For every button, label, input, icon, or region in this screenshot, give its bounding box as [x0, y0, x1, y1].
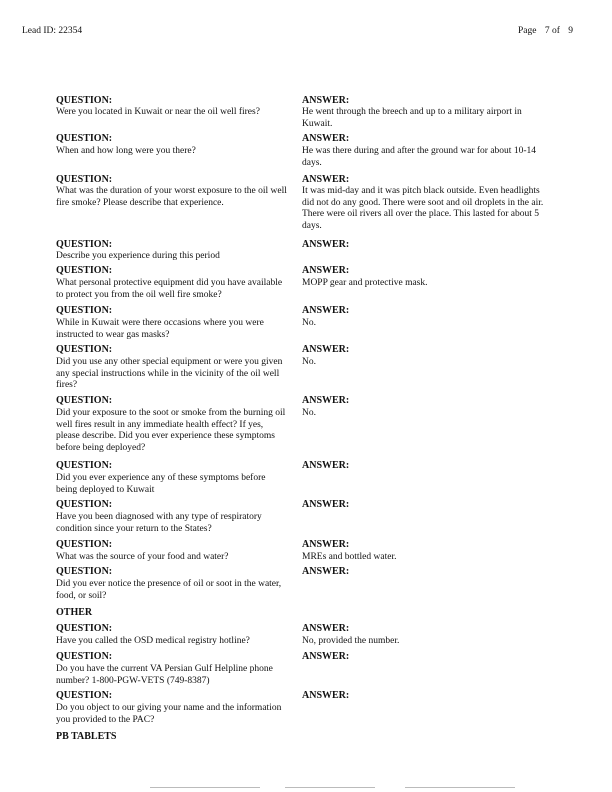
answer-label: ANSWER: [302, 305, 350, 316]
answer-label: ANSWER: [302, 95, 350, 106]
question-text: Do you object to our giving your name and the information you provided to the PAC? [56, 703, 282, 725]
answer-text: No, provided the number. [302, 636, 400, 646]
question-label: QUESTION: [56, 690, 113, 701]
question-label: QUESTION: [56, 239, 113, 250]
question-text: What personal protective equipment did you have available to protect you from the oil well fire smoke? [56, 278, 283, 300]
question-text: Have you been diagnosed with any type of respiratory condition since your return to the States? [56, 512, 262, 534]
answer-label: ANSWER: [302, 460, 350, 471]
question-label: QUESTION: [56, 305, 113, 316]
page-of: of [551, 26, 560, 36]
question-text: Did you ever experience any of these symptoms before being deployed to Kuwait [56, 473, 266, 495]
answer-label: ANSWER: [302, 690, 350, 701]
question-label: QUESTION: [56, 539, 113, 550]
question-label: QUESTION: [56, 95, 113, 106]
question-text: Describe you experience during this period [56, 251, 220, 261]
question-label: QUESTION: [56, 395, 113, 406]
answer-text: He went through the breech and up to a military airport in Kuwait. [302, 107, 522, 129]
answer-label: ANSWER: [302, 623, 350, 634]
answer-text: He was there during and after the ground war for about 10-14 days. [302, 146, 536, 168]
question-text: What was the duration of your worst exposure to the oil well fire smoke? Please describe that experience. [56, 186, 287, 208]
answer-label: ANSWER: [302, 174, 350, 185]
answer-label: ANSWER: [302, 344, 350, 355]
question-text: While in Kuwait were there occasions where you were instructed to wear gas masks? [56, 318, 264, 340]
answer-label: ANSWER: [302, 651, 350, 662]
answer-label: ANSWER: [302, 566, 350, 577]
section-heading-pb-tablets: PB TABLETS [56, 731, 117, 742]
question-text: Have you called the OSD medical registry hotline? [56, 636, 250, 646]
answer-label: ANSWER: [302, 539, 350, 550]
page-indicator [518, 26, 573, 36]
answer-text: No. [302, 408, 316, 418]
question-label: QUESTION: [56, 133, 113, 144]
question-label: QUESTION: [56, 460, 113, 471]
answer-label: ANSWER: [302, 239, 350, 250]
answer-text: No. [302, 357, 316, 367]
page-word: Page [518, 26, 537, 36]
footer-rule [285, 787, 375, 788]
section-heading-other: OTHER [56, 607, 93, 618]
question-text: When and how long were you there? [56, 146, 196, 156]
answer-label: ANSWER: [302, 395, 350, 406]
answer-label: ANSWER: [302, 265, 350, 276]
question-label: QUESTION: [56, 344, 113, 355]
footer-rule [405, 787, 515, 788]
question-label: QUESTION: [56, 499, 113, 510]
answer-text: MOPP gear and protective mask. [302, 278, 428, 288]
question-label: QUESTION: [56, 265, 113, 276]
answer-text: It was mid-day and it was pitch black outside. Even headlights did not do any good. There were soot and oil droplets in the air. There were oil rivers all over the place. This lasted for about 5 days. [302, 186, 544, 231]
question-label: QUESTION: [56, 174, 113, 185]
page-total: 9 [568, 26, 574, 36]
question-label: QUESTION: [56, 623, 113, 634]
question-text: Were you located in Kuwait or near the oil well fires? [56, 107, 260, 117]
footer-rule [150, 787, 260, 788]
question-text: What was the source of your food and water? [56, 552, 229, 562]
question-text: Did you use any other special equipment or were you given any special instructions while in the vicinity of the oil well fires? [56, 357, 283, 390]
answer-label: ANSWER: [302, 499, 350, 510]
question-label: QUESTION: [56, 566, 113, 577]
question-label: QUESTION: [56, 651, 113, 662]
page-number: 7 [544, 26, 550, 36]
lead-id: Lead ID: 22354 [22, 26, 83, 36]
answer-text: No. [302, 318, 316, 328]
answer-text: MREs and bottled water. [302, 552, 397, 562]
question-text: Do you have the current VA Persian Gulf Helpline phone number? 1-800-PGW-VETS (749-8387) [56, 664, 273, 686]
question-text: Did you ever notice the presence of oil or soot in the water, food, or soil? [56, 579, 282, 601]
answer-label: ANSWER: [302, 133, 350, 144]
question-text: Did your exposure to the soot or smoke from the burning oil well fires result in any immediate health effect? If yes, please describe. Did you ever experience these symptoms before being deployed? [56, 408, 286, 453]
